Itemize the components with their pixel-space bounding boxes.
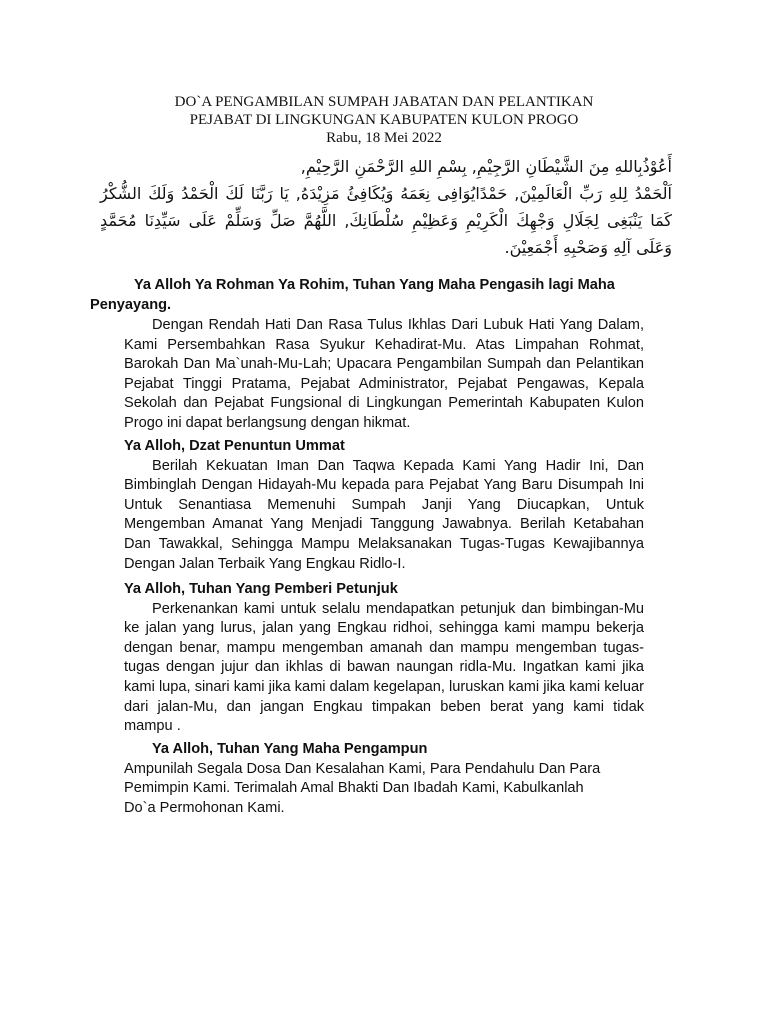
section-1-heading: Ya Alloh Ya Rohman Ya Rohim, Tuhan Yang Maha Pengasih lagi Maha Penyayang. (90, 277, 615, 313)
section-1-text: Dengan Rendah Hati Dan Rasa Tulus Ikhlas Dari Lubuk Hati Yang Dalam, Kami Persembahkan Rasa Syukur Kehadirat-Mu. Atas Limpahan Rohmat, Barokah Dan Ma`unah-Mu-Lah; Upacara Pengambilan Sumpah dan Pelantikan Pejabat Tinggi Pratama, Pejabat Administrator, Pejabat Pengawas, Kepala Sekolah dan Pejabat Fungsional di Lingkungan Pemerintah Kabupaten Kulon Progo ini dapat berlangsung dengan hikmat. (124, 317, 644, 431)
arabic-body: اَلْحَمْدُ لِلهِ رَبِّ الْعَالَمِيْنَ, حَمْدًايُوَافِى نِعَمَهُ وَيُكَافِئُ مَزِيْدَهُ, يَا رَبَّنَا لَكَ الْحَمْدُ وَلَكَ الشُّكْرُ كَمَا يَنْبَغِى لِجَلَالِ وَجْهِكَ الْكَرِيْمِ وَعَظِيْمِ سُلْطَانِكَ, اللَّهُمَّ صَلِّ وَسَلِّمْ عَلَى سَيِّدِنَا مُحَمَّدٍ وَعَلَى آلِهِ وَصَحْبِهِ أَجْمَعِيْنَ. (100, 184, 672, 257)
title-line-1: DO`A PENGAMBILAN SUMPAH JABATAN DAN PELANTIKAN (174, 94, 594, 110)
section-4-text: Ampunilah Segala Dosa Dan Kesalahan Kami, Para Pendahulu Dan Para Pemimpin Kami. Terimalah Amal Bhakti Dan Ibadah Kami, Kabulkanlah Do`a Permohonan Kami. (124, 760, 601, 816)
section-3 (124, 580, 644, 737)
arabic-line-1: أَعُوْذُبِاللهِ مِنَ الشَّيْطَانِ الرَّجِيْمِ, بِسْمِ اللهِ الرَّحْمَنِ الرَّحِيْمِ, (300, 157, 672, 176)
section-4-heading: Ya Alloh, Tuhan Yang Maha Pengampun (152, 741, 428, 757)
section-3-heading: Ya Alloh, Tuhan Yang Pemberi Petunjuk (124, 581, 398, 597)
section-2-text: Berilah Kekuatan Iman Dan Taqwa Kepada Kami Yang Hadir Ini, Dan Bimbinglah Dengan Hidayah-Mu kepada para Pejabat Yang Baru Disumpah Ini Untuk Senantiasa Memenuhi Sumpah Janji Yang Diucapkan, Untuk Mengemban Amanat Yang Menjadi Tanggung Jawabnya. Berilah Ketabahan Dan Tawakkal, Sehingga Mampu Melaksanakan Tugas-Tugas Kewajibannya Dengan Jalan Terbaik Yang Engkau Ridlo-I. (124, 457, 644, 572)
title-line-2: PEJABAT DI LINGKUNGAN KABUPATEN KULON PROGO (189, 112, 579, 128)
section-4 (124, 740, 644, 818)
section-2-heading: Ya Alloh, Dzat Penuntun Ummat (124, 438, 345, 454)
document-header (0, 93, 768, 147)
section-1 (90, 276, 644, 315)
section-3-text: Perkenankan kami untuk selalu mendapatkan petunjuk dan bimbingan-Mu ke jalan yang lurus, jalan yang Engkau ridhoi, sehingga kami mampu bekerja dengan benar, mampu mengemban amanah dan mampu mengemban tugas-tugas dengan jujur dan ikhlas di bawan naungan ridla-Mu. Ingatkan kami jika kami lupa, sinari kami jika kami dalam kegelapan, luruskan kami jika kami keluar dari jalan-Mu, dan jangan Engkau timpakan beben berat yang kami tidak mampu . (124, 600, 644, 735)
section-2 (124, 437, 644, 574)
document-date: Rabu, 18 Mei 2022 (326, 130, 442, 146)
arabic-opening-prayer (100, 153, 672, 261)
section-1-body (124, 316, 644, 434)
